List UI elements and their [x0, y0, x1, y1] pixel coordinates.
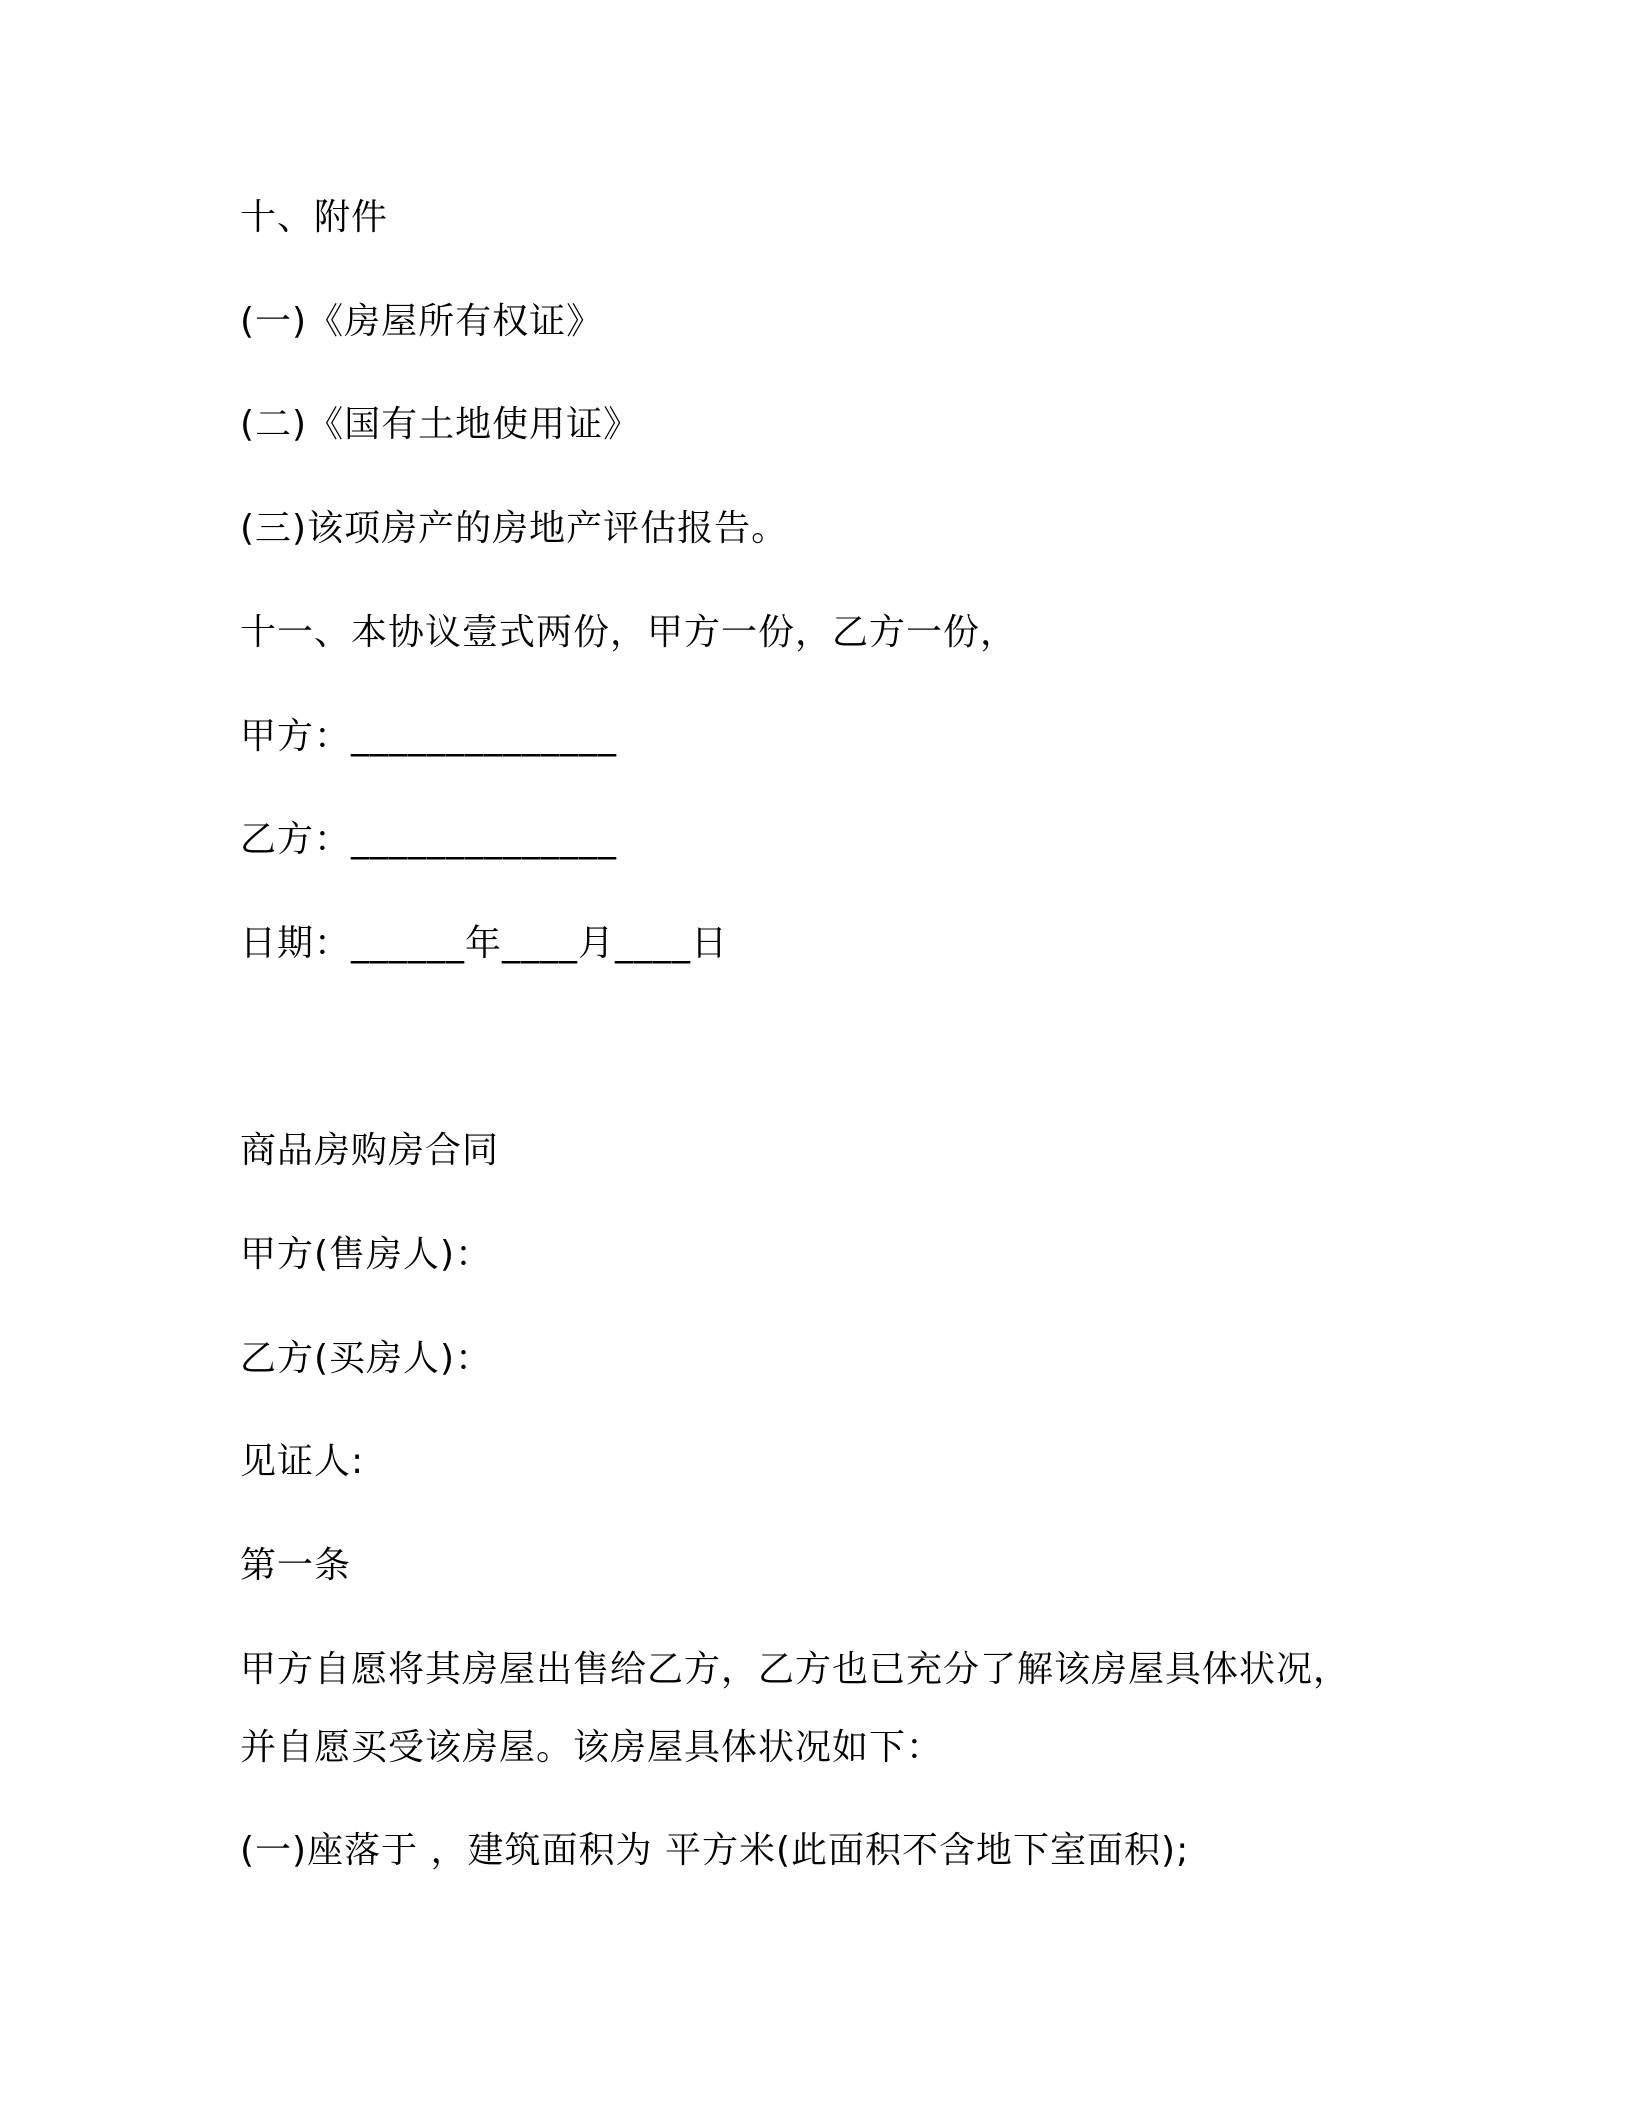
attachment-item-2: (二)《国有土地使用证》	[240, 404, 641, 445]
party-b-signature-line: 乙方：______________	[240, 819, 618, 860]
contract-title: 商品房购房合同	[240, 1130, 500, 1171]
section-eleven-text: 十一、本协议壹式两份，甲方一份，乙方一份，	[240, 612, 1018, 653]
witness-label: 见证人:	[240, 1441, 365, 1482]
article-one-heading: 第一条	[240, 1545, 352, 1586]
property-location-line: (一)座落于 ，建筑面积为 平方米(此面积不含地下室面积);	[240, 1830, 1190, 1871]
date-line: 日期：______年____月____日	[240, 923, 729, 964]
buyer-label: 乙方(买房人)：	[240, 1338, 493, 1379]
party-a-signature-line: 甲方：______________	[240, 716, 618, 757]
attachment-item-1: (一)《房屋所有权证》	[240, 301, 604, 342]
article-one-paragraph-line-2: 并自愿买受该房屋。该房屋具体状况如下：	[240, 1727, 944, 1768]
section-ten-heading: 十、附件	[240, 197, 389, 238]
attachment-item-3: (三)该项房产的房地产评估报告。	[240, 508, 789, 549]
article-one-paragraph-line-1: 甲方自愿将其房屋出售给乙方，乙方也已充分了解该房屋具体状况，	[240, 1649, 1351, 1690]
seller-label: 甲方(售房人)：	[240, 1234, 493, 1275]
